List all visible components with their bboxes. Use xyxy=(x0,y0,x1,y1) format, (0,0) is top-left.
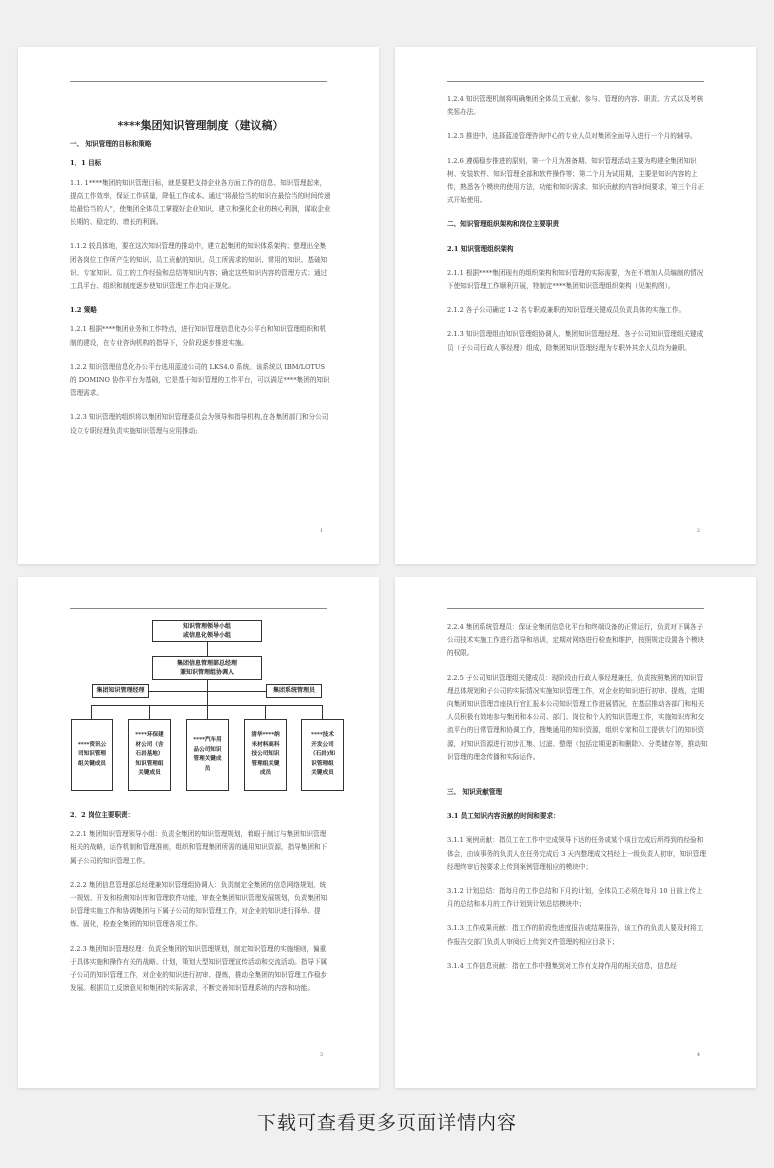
document-page-2 xyxy=(395,47,756,564)
paragraph: 3.1.3 工作成果贡献：指工作的阶段性进度报告或结果报告，该工作的负责人要及时将工作报告交部门负责人审阅后上传到文件管理的相应目录下； xyxy=(447,924,704,946)
page-number: 1 xyxy=(319,528,323,534)
connector xyxy=(207,642,208,656)
paragraph: 1.1.2 较具体地，要在这次知识管理的推动中，建立起集团的知识体系架构；整理出全集团各岗位工作所产生的知识、员工贡献的知识、员工所需求的知识、常用的知识、基础知识、专家知识、员工的工作经验和总结等知识内容；确定这些知识内容的管理方式；通过工具平台、组织和制度逐步使知识管理工作走向正规化。 xyxy=(70,242,328,291)
paragraph: 1.1. 1****集团的知识管理目标，就是要把支持企业各方面工作的信息、知识管理起来，提高工作效率，保证工作质量，降低工作成本。通过“将最恰当的知识在最恰当的时间传递给最恰当的人”，使集团全体员工掌握好企业知识，建立和强化企业的核心利润，谋取企业长期的、稳定的、增长的利润。 xyxy=(70,178,331,227)
connector xyxy=(207,705,208,719)
document-page-3 xyxy=(18,577,379,1088)
org-box-member: 清华****纳 米材料高科 技公司知识 管理组关键 成员 xyxy=(244,719,287,791)
paragraph: 1.2.3 知识管理的组织将以集团知识管理委员会为领导和指导机构,在各集团部门和分公司设立专职经理负责实施知识管理与应用推动; xyxy=(70,413,329,435)
org-box-member: ****技术 开发公司 （石岩)知 识管理组 关键成员 xyxy=(301,719,344,791)
paragraph: 2.2.5 子公司知识管理组关键成员：现阶段由行政人事经理兼任，负责按照集团的知识管理总体规划和子公司的实际情况实施知识管理工作，对企业的知识进行初审、提炼，定期向集团知识管理音座执行官汇报本公司知识管理工作进展情况，在基层推动各部门和相关人员积极有效地参与集团和本公司、部门、岗位和个人的知识管理工作，实施知识库和交流平台的日常管理和协调工作，搜集通用的知识资源，组织专家和员工提供专门的知识资源，对知识资源进行初步汇集、过滤、整理（包括定期更新和删除）、分类储存等，推动知识管理的理念传播和实际运作。 xyxy=(447,673,708,761)
paragraph: 1.2.1 根据****集团业务和工作特点，进行知识管理信息化办公平台和知识管理组织和机制的建设，在专业咨询机构的指导下，分阶段逐步推进实施。 xyxy=(70,325,327,347)
section-heading: 三、 知识贡献管理 xyxy=(447,788,503,797)
page-1-content xyxy=(70,119,331,438)
connector xyxy=(207,680,208,705)
page-4-content xyxy=(447,621,708,973)
connector xyxy=(91,705,92,719)
subsection-heading: 3.1 员工知识内容贡献的时间和要求： xyxy=(447,812,560,821)
org-box-coordinator: 集团信息管理部总经理 兼知识管理组协调人 xyxy=(152,656,262,680)
paragraph: 2.1.2 各子公司确定 1-2 名专职或兼职的知识管理关键成员负责具体的实施工作。 xyxy=(447,306,686,315)
org-box-system-admin: 集团系统管理员 xyxy=(266,684,322,698)
page-2-content xyxy=(447,93,708,355)
org-box-member: ****环保建 材公司（含 石岩基地） 知识管理组 关键成员 xyxy=(128,719,171,791)
section-heading: 一、 知识管理的目标和策略 xyxy=(70,140,152,149)
document-page-1 xyxy=(18,47,379,564)
document-page-4 xyxy=(395,577,756,1088)
paragraph: 2.2.4 集团系统管理员：保证全集团信息化平台和终端设备的正常运行，负责对下属各子公司技术实施工作进行指导和培训，定期对网络进行检查和维护，按照规定设置各个模块的权限。 xyxy=(447,623,705,658)
header-rule xyxy=(70,81,327,82)
org-chart xyxy=(70,617,335,802)
paragraph: 3.1.2 计划总结：指每月的工作总结和下月的计划，全体员工必须在每月 10 日前上传上月的总结和本月的工作计划到计划总结模块中； xyxy=(447,887,703,909)
paragraph: 2.2.2 集团信息管理部总经理兼知识管理组协调人：负责制定全集团的信息网络规划，统一规划、开发和检测知识库和管理软件功能，审查全集团知识管理发展规划，负责集团知识管理实施工作和协调集团与下属子公司的知识管理工作，对企业的知识进行择举、提炼、固化，检查全集团的知识管理各项工作。 xyxy=(70,880,328,929)
download-more-prompt[interactable]: 下载可查看更多页面详情内容 xyxy=(256,1112,517,1134)
header-rule xyxy=(447,608,704,609)
document-title: ****集团知识管理制度（建议稿） xyxy=(117,119,284,132)
header-rule xyxy=(447,81,704,82)
page-number: 3 xyxy=(319,1052,323,1058)
subsection-heading: 1．1 目标 xyxy=(70,159,102,168)
org-box-member: ****资讯公 司知识管理 组关键成员 xyxy=(71,719,113,791)
paragraph: 2.1.1 根据****集团现有的组织架构和知识管理的实际需要，为在不增加人员编制的情况下使知识管理工作顺利开展，特制定****集团知识管理组织架构（见架构图）。 xyxy=(447,268,704,291)
connector xyxy=(149,691,266,692)
paragraph: 1.2.5 推进中，选择蓝凌管理咨询中心的专业人员对集团全面导入进行一个月的辅导。 xyxy=(447,132,697,141)
paragraph: 1.2.2 知识管理信息化办公平台选用蓝凌公司的 LKS4.0 系统。该系统以 IBM/LOTUS 的 DOMINO 协作平台为基础，它是基于知识管理的工作平台，可以满足****集团的知识管理需求。 xyxy=(70,362,330,398)
page-number: 4 xyxy=(696,1052,700,1058)
subsection-heading: 2．2 岗位主要职责： xyxy=(70,811,135,819)
org-box-leadership: 知识管理领导小组 或信息化领导小组 xyxy=(152,620,262,642)
paragraph: 1.2.6 遵循稳步推进的原则，第一个月为准备期、知识管理活动主要为构建全集团知识树、安装软件、知识管理全部和软件操作等；第二个月为试用期，主要是知识内容的上传，熟悉各个模块的使用方法，功能和知识需求、知识贡献的内容时间要求，第三个月正式开始使用。 xyxy=(447,156,705,205)
section-heading: 二、知识管理组织架构和岗位主要职责 xyxy=(447,220,560,229)
connector xyxy=(265,705,266,719)
org-box-km-manager: 集团知识管理经理 xyxy=(92,684,149,698)
paragraph: 2.1.3 知识管理组由知识管理组协调人、集团知识管理经理、各子公司知识管理组关键成员（子公司行政人事经理）组成，除集团知识管理经理为专职外其余人员均为兼职。 xyxy=(447,330,704,352)
page-3-content xyxy=(70,809,331,995)
connector xyxy=(149,705,150,719)
subsection-heading: 2.1 知识管理组织架构 xyxy=(447,244,514,253)
connector xyxy=(322,705,323,719)
org-box-member: ****汽车用 品公司知识 管理关键成 员 xyxy=(186,719,229,791)
page-number: 2 xyxy=(696,528,700,534)
paragraph: 2.2.1 集团知识管理领导小组：负责全集团的知识管理规划，着眼于制订与集团知识管理相关的战略，运作机制和管理准则，组织和管理集团所需的通用知识资源，指导集团和下属子公司的知识管理工作。 xyxy=(70,830,328,865)
subsection-heading: 1.2 策略 xyxy=(70,306,97,315)
paragraph: 3.1.4 工作信息贡献：指在工作中搜集到对工作有支持作用的相关信息，信息经 xyxy=(447,961,677,970)
paragraph: 1.2.4 知识管理机制将明确集团全体员工贡献、参与、管理的内容、职责、方式以及考核奖惩办法。 xyxy=(447,95,704,117)
paragraph: 3.1.1 案例贡献：指员工在工作中完成领导下达的任务或某个项目完成后所得到的经验和体会，由该事务的负责人在任务完成后 3 天内整理成文档经上一级负责人初审，知识管理经理终审后按要求上传到案例管理相应的模块中； xyxy=(447,836,706,871)
paragraph: 2.2.3 集团知识管理经理：负责全集团的知识管理规划，制定知识管理的实施细则，偏重于具体实施和操作有关的战略、计划，策划大型知识管理宣传活动和交流活动。指导下属子公司的知识管理工作，对企业的知识进行初审、提炼，推动全集团的知识管理工作稳步发展。根据员工反馈意见和集团的实际需求，不断完善知识管理系统的内容和功能。 xyxy=(70,944,328,993)
header-rule xyxy=(70,608,327,609)
